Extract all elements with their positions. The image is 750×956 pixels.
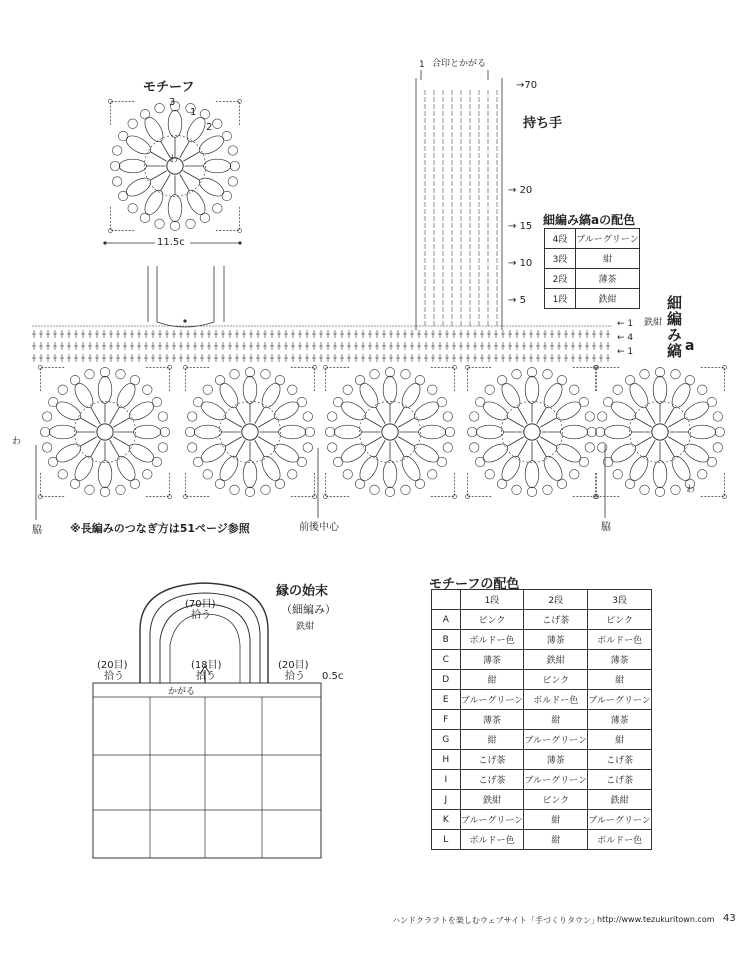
kagaru-label: かがる bbox=[168, 687, 196, 697]
motif-center-mark: わ bbox=[169, 155, 179, 165]
color-table-key: A bbox=[432, 610, 461, 630]
bag-outline bbox=[93, 683, 321, 858]
band-row-1-bottom: ← 1 bbox=[617, 347, 634, 357]
color-table-cell: ブルーグリーン bbox=[460, 810, 524, 830]
stripe-row: 4段 ブルーグリーン bbox=[545, 229, 640, 249]
motif-row-3 bbox=[323, 365, 456, 498]
color-table-cell: こげ茶 bbox=[588, 750, 652, 770]
color-table-key: K bbox=[432, 810, 461, 830]
motif-row-5 bbox=[593, 365, 726, 498]
color-table-cell: 薄茶 bbox=[588, 650, 652, 670]
edge-stitch: （細編み） bbox=[281, 603, 336, 616]
color-table-key: D bbox=[432, 670, 461, 690]
color-table-cell: 鉄紺 bbox=[588, 790, 652, 810]
pickup-70-word: 拾う bbox=[191, 610, 211, 621]
edge-color: 鉄紺 bbox=[296, 622, 315, 632]
color-table-cell: 紺 bbox=[524, 810, 588, 830]
stripe-table bbox=[544, 228, 640, 309]
color-table-key: H bbox=[432, 750, 461, 770]
pickup-20-left-word: 拾う bbox=[104, 671, 124, 682]
edge-title: 縁の始末 bbox=[276, 584, 329, 599]
wa-mark-left: わ bbox=[12, 437, 22, 447]
color-table-row bbox=[432, 730, 652, 750]
handle-row-1-marker: 1 bbox=[419, 60, 425, 70]
color-table-row bbox=[432, 770, 652, 790]
color-table-cell: 紺 bbox=[460, 730, 524, 750]
motif-row-1 bbox=[38, 365, 171, 498]
color-table-cell: ボルドー色 bbox=[460, 830, 524, 850]
pickup-18-count: (18目) bbox=[191, 660, 222, 671]
handle-row-mark-10: → 10 bbox=[508, 258, 533, 269]
side-label-right: 脇 bbox=[601, 522, 611, 533]
color-table-row bbox=[432, 710, 652, 730]
side-label-left: 脇 bbox=[32, 525, 42, 536]
color-table-row bbox=[432, 630, 652, 650]
pickup-20-right-word: 拾う bbox=[285, 671, 305, 682]
color-table-cell: 紺 bbox=[524, 830, 588, 850]
color-table-row bbox=[432, 690, 652, 710]
handle-gap-dot bbox=[183, 319, 186, 322]
handle-edges bbox=[416, 78, 502, 330]
color-table-cell: こげ茶 bbox=[588, 770, 652, 790]
color-table-cell: ボルドー色 bbox=[460, 630, 524, 650]
color-table-key: E bbox=[432, 690, 461, 710]
color-table-cell: ブルーグリーン bbox=[588, 810, 652, 830]
motif-color-title: モチーフの配色 bbox=[429, 577, 520, 592]
handle-row-mark-20: → 20 bbox=[508, 185, 533, 196]
color-table-key: C bbox=[432, 650, 461, 670]
color-table-cell: 薄茶 bbox=[460, 650, 524, 670]
color-table-key: F bbox=[432, 710, 461, 730]
color-table-cell: ピンク bbox=[524, 670, 588, 690]
color-table-cell: 薄茶 bbox=[588, 710, 652, 730]
motif-title: モチーフ bbox=[143, 80, 195, 95]
color-table-key: I bbox=[432, 770, 461, 790]
color-table-cell: 薄茶 bbox=[524, 630, 588, 650]
handle-row-70: 70 bbox=[524, 80, 538, 91]
connect-note: ※長編みのつなぎ方は51ページ参照 bbox=[70, 522, 250, 535]
color-table-header: 1段 2段 3段 bbox=[432, 590, 652, 610]
color-table-cell: こげ茶 bbox=[460, 750, 524, 770]
color-table-cell: 紺 bbox=[588, 730, 652, 750]
center-label: 前後中心 bbox=[299, 522, 339, 533]
color-table-cell: 紺 bbox=[460, 670, 524, 690]
footer-url[interactable]: http://www.tezukuritown.com bbox=[597, 915, 715, 924]
color-table-row bbox=[432, 610, 652, 630]
pickup-20-left-count: (20目) bbox=[97, 660, 128, 671]
color-table-row bbox=[432, 650, 652, 670]
motif-round-3: 3 bbox=[169, 97, 176, 108]
color-table-cell: ブルーグリーン bbox=[524, 730, 588, 750]
motif-sample bbox=[108, 99, 241, 232]
color-table-key: G bbox=[432, 730, 461, 750]
color-table-cell: ブルーグリーン bbox=[524, 770, 588, 790]
pickup-20-right-count: (20目) bbox=[278, 660, 309, 671]
color-table-key: B bbox=[432, 630, 461, 650]
motif-width-dot bbox=[103, 241, 106, 244]
color-table-cell: ブルーグリーン bbox=[588, 690, 652, 710]
stripe-row: 1段 鉄紺 bbox=[545, 289, 640, 309]
color-table-cell: ボルドー色 bbox=[588, 830, 652, 850]
color-table-row bbox=[432, 670, 652, 690]
stripe-row: 3段 紺 bbox=[545, 249, 640, 269]
color-table-key: L bbox=[432, 830, 461, 850]
handle-top-label: 合印とかがる bbox=[432, 59, 487, 69]
color-table-cell: 紺 bbox=[524, 710, 588, 730]
motif-width-label: 11.5c bbox=[157, 237, 185, 248]
color-table-row bbox=[432, 750, 652, 770]
color-table-cell: こげ茶 bbox=[524, 610, 588, 630]
motif-row-4 bbox=[465, 365, 598, 498]
handle-title: 持ち手 bbox=[523, 116, 563, 131]
color-table-cell: ピンク bbox=[524, 790, 588, 810]
band-row-4: ← 4 bbox=[617, 333, 634, 343]
color-table-row bbox=[432, 810, 652, 830]
band-vertical-label: 細編み縞 bbox=[665, 295, 683, 359]
motif-row-2 bbox=[183, 365, 316, 498]
color-table-key: J bbox=[432, 790, 461, 810]
color-table-cell: 薄茶 bbox=[524, 750, 588, 770]
pickup-70-count: (70目) bbox=[185, 599, 216, 610]
motif-round-1: 1 bbox=[190, 107, 197, 118]
footer-text: ハンドクラフトを楽しむウェブサイト「手づくりタウン」 bbox=[392, 916, 599, 925]
stripe-title: 細編み縞aの配色 bbox=[543, 213, 636, 227]
color-table-cell: ピンク bbox=[588, 610, 652, 630]
wa-mark-right: わ bbox=[686, 485, 696, 495]
color-table-cell: ボルドー色 bbox=[588, 630, 652, 650]
color-table-cell: 薄茶 bbox=[460, 710, 524, 730]
stripe-row: 2段 薄茶 bbox=[545, 269, 640, 289]
dim-05: 0.5c bbox=[322, 671, 344, 682]
color-table-cell: 紺 bbox=[588, 670, 652, 690]
color-table-cell: ボルドー色 bbox=[524, 690, 588, 710]
band-row-1-top: ← 1 bbox=[617, 319, 634, 329]
band-vertical-suffix: a bbox=[685, 338, 695, 354]
color-table-row bbox=[432, 830, 652, 850]
pickup-18-word: 拾う bbox=[196, 671, 216, 682]
page-number: 43 bbox=[723, 913, 736, 924]
color-table-cell: 鉄紺 bbox=[524, 650, 588, 670]
color-table-cell: こげ茶 bbox=[460, 770, 524, 790]
handle-row-mark-5: → 5 bbox=[508, 295, 526, 306]
handle-gap-lines bbox=[148, 266, 224, 322]
color-table-cell: ブルーグリーン bbox=[460, 690, 524, 710]
motif-round-2: 2 bbox=[206, 122, 213, 133]
handle-row-top: →70 bbox=[516, 80, 538, 91]
color-table-cell: ピンク bbox=[460, 610, 524, 630]
motif-width-dot bbox=[238, 241, 241, 244]
color-table-cell: 鉄紺 bbox=[460, 790, 524, 810]
handle-row-mark-15: → 15 bbox=[508, 221, 533, 232]
color-table-row bbox=[432, 790, 652, 810]
band-color-label: 鉄紺 bbox=[644, 318, 663, 328]
motif-color-table bbox=[431, 589, 652, 850]
